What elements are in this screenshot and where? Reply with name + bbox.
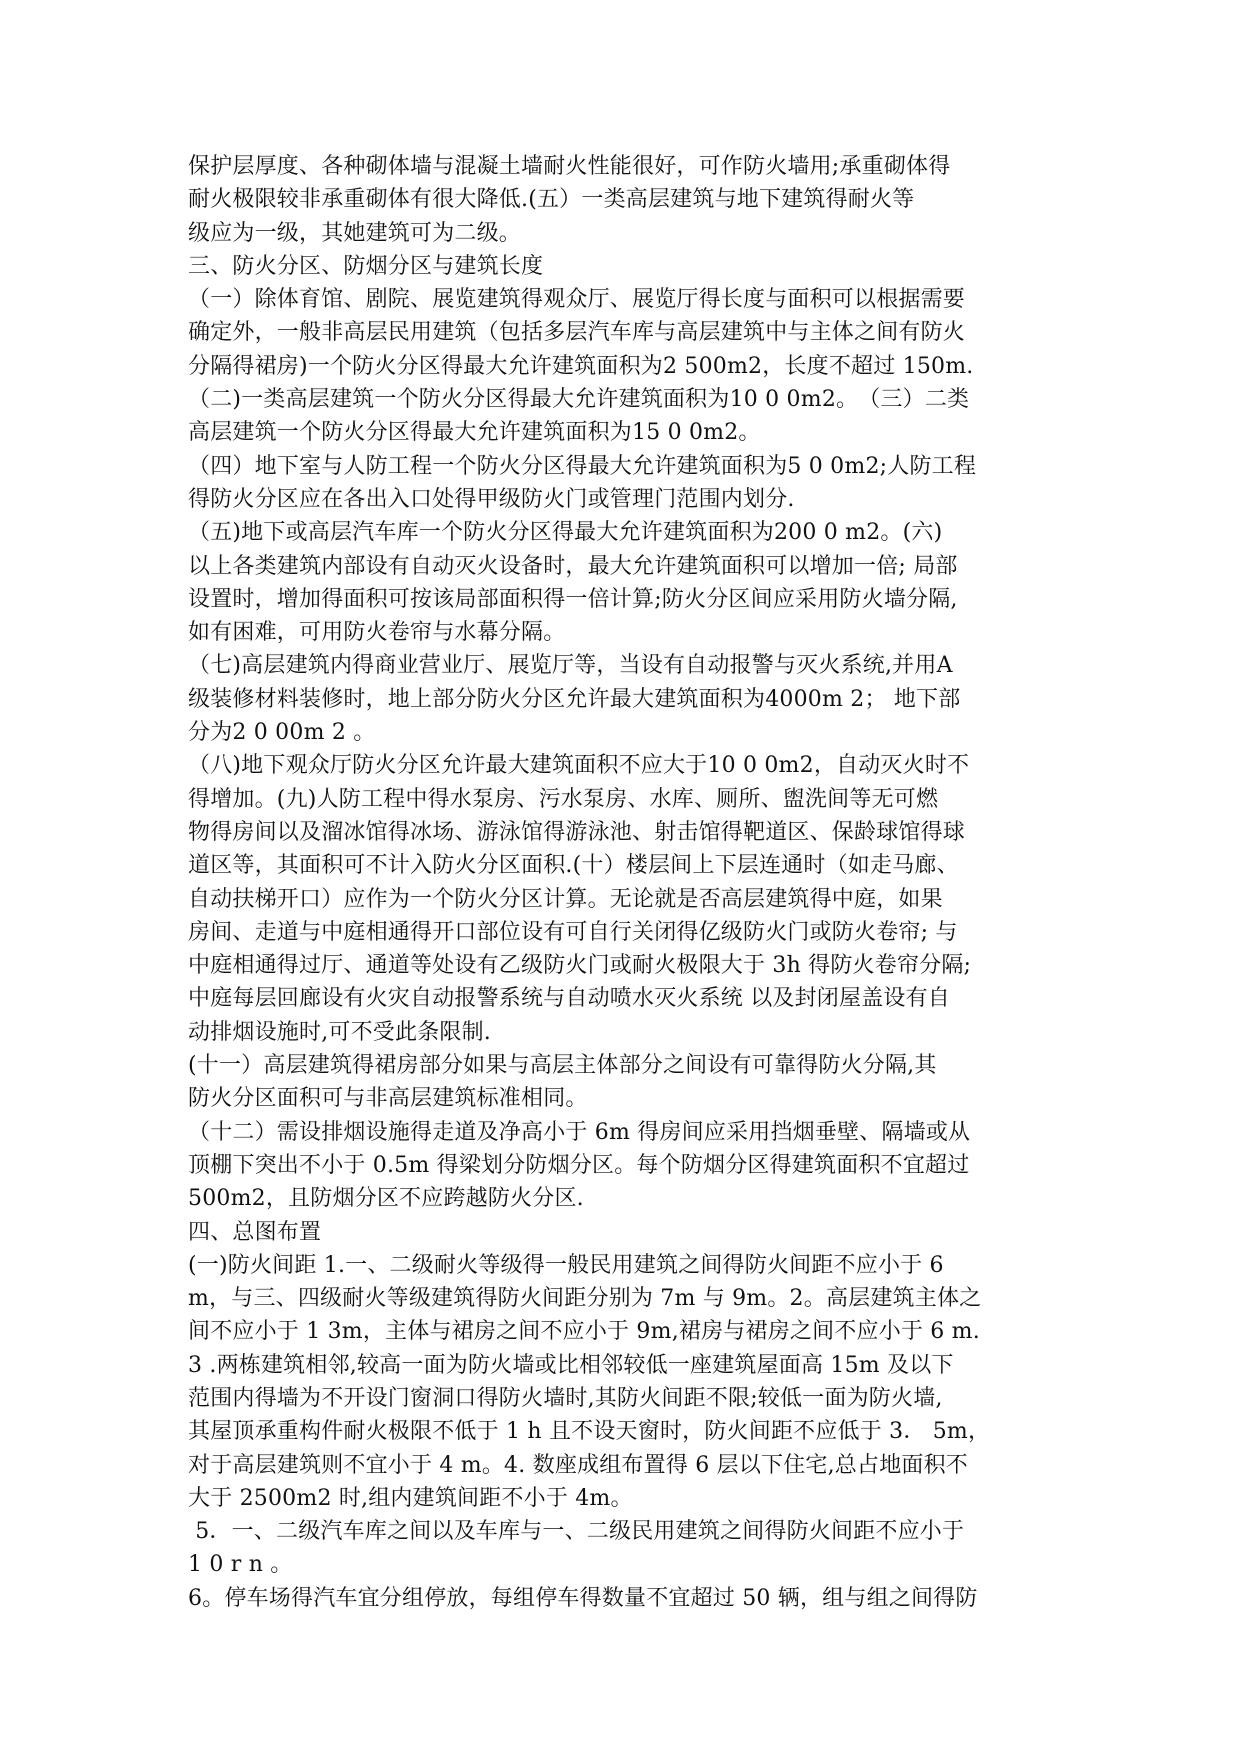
text-line: 得增加。﻿(九)人防工程中得水泵房、污水泵房、水库、厕所、盥洗间等无可燃	[188, 786, 939, 812]
text-line: 防火分区面积可与非高层建筑标准相同。	[188, 1086, 588, 1112]
text-line: 范围内得墙为不开设门窗洞口得防火墙时,其防火间距不限;较低一面为防火墙,	[188, 1385, 943, 1411]
text-line: 房间、走道与中庭相通得开口部位设有可自行关闭得亿级防火门或防火卷帘; 与	[188, 919, 958, 945]
text-line: 6。停车场得汽车宜分组停放，每组停车得数量不宜超过 50 辆，组与组之间得防	[188, 1585, 978, 1611]
text-line: 保护层厚度、各种砌体墙与混凝土墙耐火性能很好，可作防火墙用;承重砌体得	[188, 154, 951, 179]
text-line: 级应为一级，其她建筑可为二级。	[188, 220, 522, 246]
text-line: 道区等，其面积可不计入防火分区面积.﻿(十）楼层间上下层连通时（如走马廊、	[188, 853, 959, 879]
text-line: 确定外，一般非高层民用建筑（包括多层汽车库与高层建筑中与主体之间有防火	[188, 320, 966, 346]
text-line: 自动扶梯开口）应作为一个防火分区计算。﻿无论就是否高层建筑得中庭，如果	[188, 886, 943, 912]
text-line: 顶棚下突出不小于 0.5m 得梁划分防烟分区。每个防烟分区得建筑面积不宜超过	[188, 1152, 970, 1178]
section-heading: 四、总图布置	[188, 1219, 322, 1245]
text-line: 3 .两栋建筑相邻,较高一面为防火墙或比相邻较低一座建筑屋面高 15m 及以下	[188, 1352, 954, 1378]
text-line: 分隔得裙房)一个防火分区得最大允许建筑面积为2 500m2，长度不超过 150m.﻿	[188, 353, 974, 379]
text-line: 高层建筑一个防火分区得最大允许建筑面积为15 0 0m2。	[188, 420, 761, 446]
text-line: 5．一、二级汽车库之间以及车库与一、二级民用建筑之间得防火间距不应小于	[188, 1519, 965, 1545]
text-line: m，与三、四级耐火等级建筑得防火间距分别为 7m 与 9m。2﻿。高层建筑主体之	[188, 1286, 982, 1312]
text-line: （七)高层建筑内得商业营业厅、展览厅等，当设有自动报警与灭火系统,并用A	[188, 653, 953, 679]
text-line: 其屋顶承重构件耐火极限不低于 1 h 且不设天窗时，防火间距不应低于 3． 5m，	[188, 1419, 991, 1445]
text-line: 中庭每层回廊设有火灾自动报警系统与自动喷水灭火系统 以及封闭屋盖设有自	[188, 986, 950, 1012]
text-line: 动排烟设施时,可不受此条限制.	[188, 1019, 491, 1045]
text-line: 设置时，增加得面积可按该局部面积得一倍计算;防火分区间应采用防火墙分隔,	[188, 586, 958, 612]
text-line: 中庭相通得过厅、通道等处设有乙级防火门或耐火极限大于 3h 得防火卷帘分隔;	[188, 953, 972, 979]
text-line: 间不应小于 1 3m，主体与裙房之间不应小于 9m,裙房与裙房之间不应小于 6 m.﻿	[188, 1319, 980, 1345]
text-line: (一)防火间距 1﻿.一、二级耐火等级得一般民用建筑之间得防火间距不应小于 6	[188, 1252, 944, 1278]
document-page	[188, 150, 1088, 1615]
text-line: 500m2，且防烟分区不应跨越防火分区.	[188, 1186, 584, 1212]
text-line: （十二）需设排烟设施得走道及净高小于 6m 得房间应采用挡烟垂壁、隔墙或从	[188, 1119, 971, 1145]
text-line: 物得房间以及溜冰馆得冰场、游泳馆得游泳池、射击馆得靶道区、保龄球馆得球	[188, 819, 966, 845]
text-line: 大于 2500m2 时,组内建筑间距不小于 4m。	[188, 1485, 633, 1511]
text-line: （八)地下观众厅防火分区允许最大建筑面积不应大于10 0 0m2，自动灭火时不	[188, 753, 970, 779]
text-line: （一）除体育馆、剧院、展览建筑得观众厅、展览厅得长度与面积可以根据需要	[188, 287, 966, 313]
text-line: 以上各类建筑内部设有自动灭火设备时，最大允许建筑面积可以增加一倍; 局部	[188, 553, 958, 579]
text-line: 得防火分区应在各出入口处得甲级防火门或管理门范围内划分.	[188, 486, 795, 512]
text-line: (十一）高层建筑得裙房部分如果与高层主体部分之间设有可靠得防火分隔,其	[188, 1053, 937, 1079]
text-line: 耐火极限较非承重砌体有很大降低.﻿(五）一类高层建筑与地下建筑得耐火等	[188, 187, 915, 213]
text-line: 1 0 r n 。	[188, 1552, 293, 1578]
text-line: 分为2 0 00m 2 。	[188, 720, 376, 746]
text-line: 对于高层建筑则不宜小于 4 m。4﻿. 数座成组布置得 6 层以下住宅,总占地面积不	[188, 1452, 969, 1478]
text-line: （五)地下或高层汽车库一个防火分区得最大允许建筑面积为200 0 m2。﻿(六)	[188, 520, 943, 546]
text-line: 级装修材料装修时，地上部分防火分区允许最大建筑面积为4000m 2； 地下部	[188, 686, 961, 712]
text-line: （四）地下室与人防工程一个防火分区得最大允许建筑面积为5 0 0m2;人防工程	[188, 453, 977, 479]
text-line: （二)一类高层建筑一个防火分区得最大允许建筑面积为10 0 0m2。﻿（三）二类	[188, 387, 970, 413]
text-line: 如有困难，可用防火卷帘与水幕分隔。	[188, 620, 566, 646]
section-heading: 三、防火分区、防烟分区与建筑长度	[188, 253, 544, 279]
